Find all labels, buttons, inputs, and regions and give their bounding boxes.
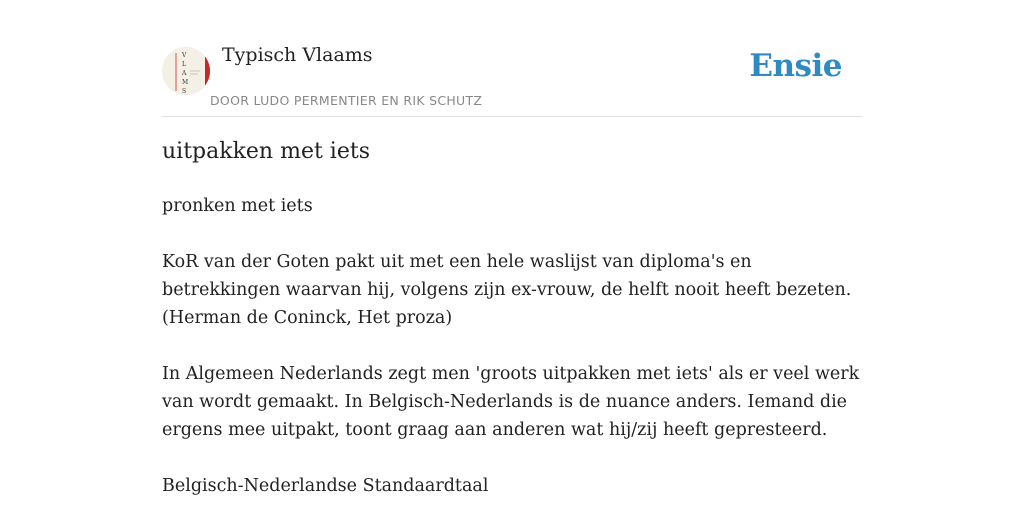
entry-title: uitpakken met iets bbox=[162, 139, 370, 164]
book-title[interactable]: Typisch Vlaams bbox=[222, 44, 373, 66]
explanation-text: In Algemeen Nederlands zegt men 'groots uitpakken met iets' als er veel werk van wordt gemaakt. In Belgisch-Nederlands is de nuance anders. Iemand die ergens mee uitpakt, toont graag aan anderen wat hij/zij heeft gepresteerd. bbox=[162, 364, 860, 440]
svg-text:S: S bbox=[182, 88, 187, 95]
ensie-logo[interactable]: Ensie bbox=[749, 48, 842, 84]
author-byline: DOOR LUDO PERMENTIER EN RIK SCHUTZ bbox=[210, 93, 483, 108]
definition-text: pronken met iets bbox=[162, 196, 313, 216]
entry-body bbox=[162, 192, 862, 512]
entry-header bbox=[162, 0, 862, 117]
quote-text: KoR van der Goten pakt uit met een hele waslijst van diploma's en betrekkingen waarvan hij, volgens zijn ex-vrouw, de helft nooit heeft bezeten. bbox=[162, 252, 852, 300]
book-cover-icon[interactable] bbox=[162, 47, 210, 95]
svg-text:A: A bbox=[182, 70, 187, 77]
svg-text:V: V bbox=[182, 52, 187, 59]
category-label: Belgisch-Nederlandse Standaardtaal bbox=[162, 476, 489, 496]
svg-text:L: L bbox=[182, 61, 186, 68]
svg-text:M: M bbox=[182, 79, 189, 86]
quote-source: (Herman de Coninck, Het proza) bbox=[162, 308, 453, 328]
